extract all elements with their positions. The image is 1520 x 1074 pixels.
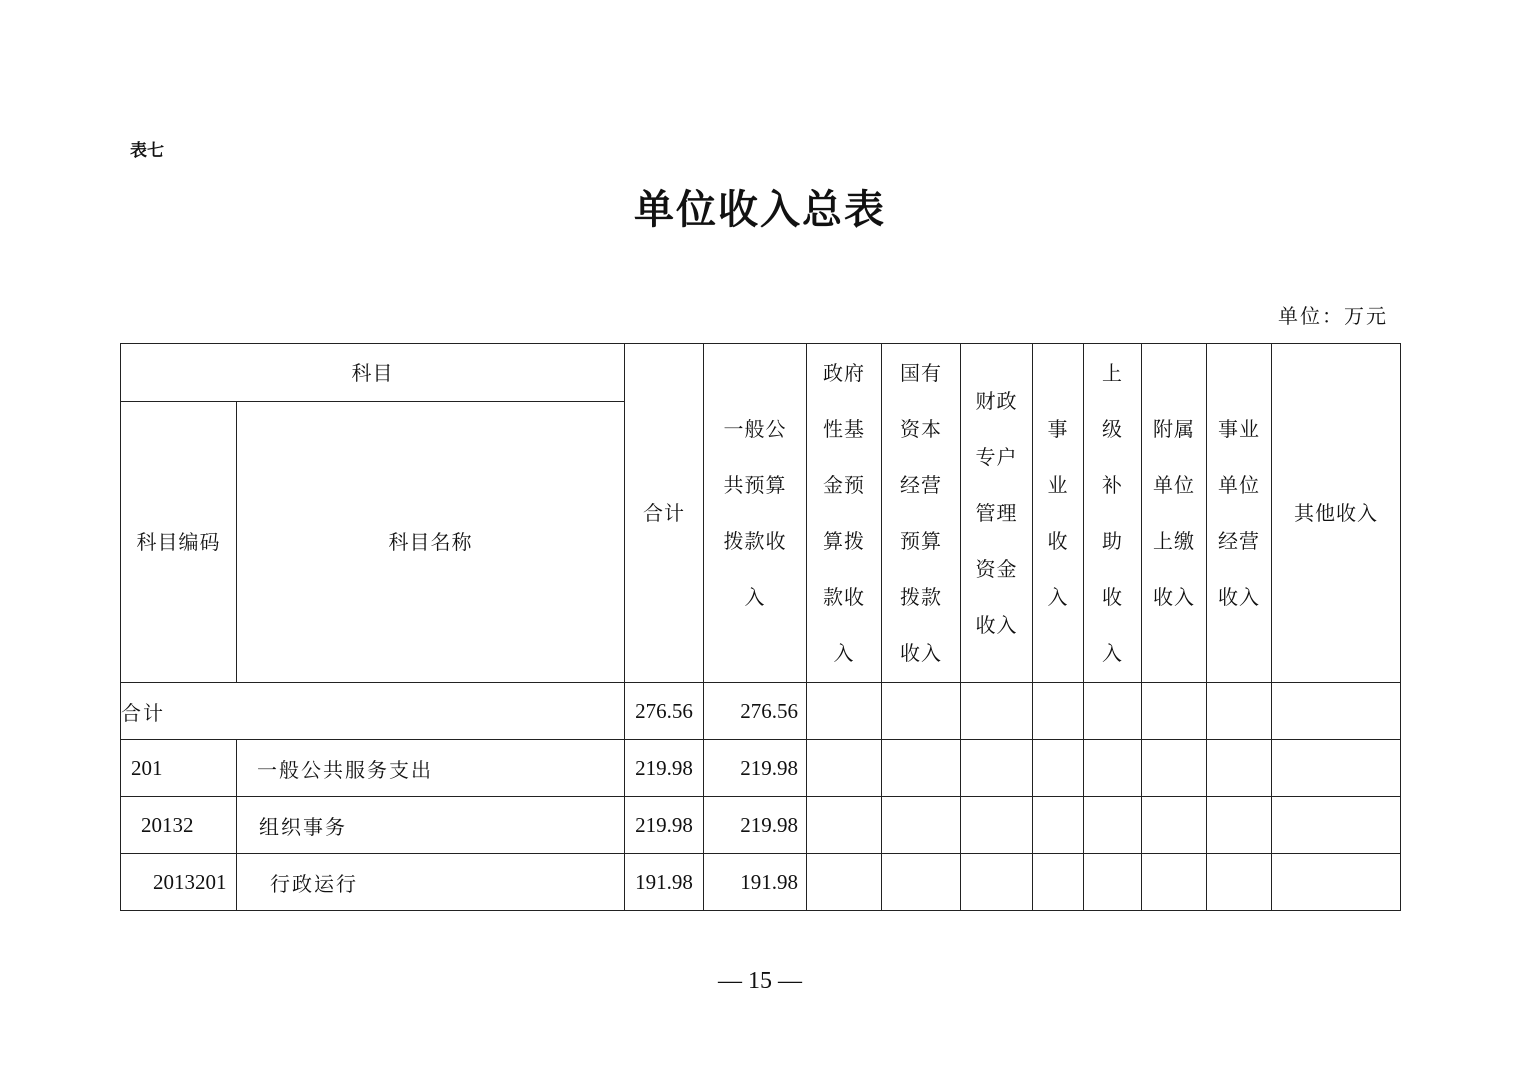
- row-general-budget: 219.98: [704, 740, 807, 797]
- empty-cell: [1142, 740, 1207, 797]
- header-affiliated-remit: 附属 单位 上缴 收入: [1142, 344, 1207, 683]
- empty-cell: [1207, 797, 1272, 854]
- empty-cell: [1142, 683, 1207, 740]
- empty-cell: [882, 683, 961, 740]
- row-code: 20132: [121, 797, 237, 854]
- empty-cell: [1272, 854, 1401, 911]
- total-row: [121, 683, 1401, 740]
- header-fiscal-special: 财政 专户 管理 资金 收入: [961, 344, 1033, 683]
- income-summary-table: [120, 343, 1401, 911]
- empty-cell: [1207, 683, 1272, 740]
- row-name: 组织事务: [237, 797, 625, 854]
- empty-cell: [961, 683, 1033, 740]
- empty-cell: [1272, 683, 1401, 740]
- empty-cell: [1207, 740, 1272, 797]
- empty-cell: [1033, 683, 1084, 740]
- empty-cell: [807, 740, 882, 797]
- header-subject-name: 科目名称: [237, 402, 625, 683]
- header-other-income: 其他收入: [1272, 344, 1401, 683]
- row-name: 行政运行: [237, 854, 625, 911]
- empty-cell: [1084, 797, 1142, 854]
- row-code: 2013201: [121, 854, 237, 911]
- table-row: [121, 797, 1401, 854]
- total-row-total: 276.56: [625, 683, 704, 740]
- header-business-income: 事 业 收 入: [1033, 344, 1084, 683]
- empty-cell: [882, 797, 961, 854]
- total-row-label: 合计: [121, 683, 625, 740]
- empty-cell: [1272, 797, 1401, 854]
- empty-cell: [807, 683, 882, 740]
- unit-note: 单位：万元: [1278, 304, 1388, 328]
- empty-cell: [1084, 683, 1142, 740]
- row-general-budget: 191.98: [704, 854, 807, 911]
- empty-cell: [882, 740, 961, 797]
- empty-cell: [1033, 854, 1084, 911]
- row-total: 219.98: [625, 797, 704, 854]
- table-row: [121, 854, 1401, 911]
- page-title: 单位收入总表: [634, 186, 886, 233]
- header-total: 合计: [625, 344, 704, 683]
- empty-cell: [1033, 740, 1084, 797]
- empty-cell: [961, 854, 1033, 911]
- row-code: 201: [121, 740, 237, 797]
- header-subject-code: 科目编码: [121, 402, 237, 683]
- empty-cell: [961, 797, 1033, 854]
- empty-cell: [882, 854, 961, 911]
- header-state-capital: 国有 资本 经营 预算 拨款 收入: [882, 344, 961, 683]
- empty-cell: [1272, 740, 1401, 797]
- header-gov-fund: 政府 性基 金预 算拨 款收 入: [807, 344, 882, 683]
- row-general-budget: 219.98: [704, 797, 807, 854]
- row-total: 219.98: [625, 740, 704, 797]
- header-operating-income: 事业 单位 经营 收入: [1207, 344, 1272, 683]
- header-subject-group: 科目: [121, 344, 625, 402]
- header-row-1: [121, 344, 1401, 402]
- header-superior-subsidy: 上 级 补 助 收 入: [1084, 344, 1142, 683]
- empty-cell: [807, 854, 882, 911]
- total-row-general-budget: 276.56: [704, 683, 807, 740]
- empty-cell: [961, 740, 1033, 797]
- empty-cell: [1084, 854, 1142, 911]
- empty-cell: [807, 797, 882, 854]
- table-label: 表七: [130, 141, 164, 161]
- empty-cell: [1142, 797, 1207, 854]
- empty-cell: [1033, 797, 1084, 854]
- page-number: — 15 —: [718, 968, 802, 994]
- empty-cell: [1084, 740, 1142, 797]
- header-general-budget: 一般公 共预算 拨款收 入: [704, 344, 807, 683]
- row-total: 191.98: [625, 854, 704, 911]
- table-row: [121, 740, 1401, 797]
- empty-cell: [1207, 854, 1272, 911]
- row-name: 一般公共服务支出: [237, 740, 625, 797]
- empty-cell: [1142, 854, 1207, 911]
